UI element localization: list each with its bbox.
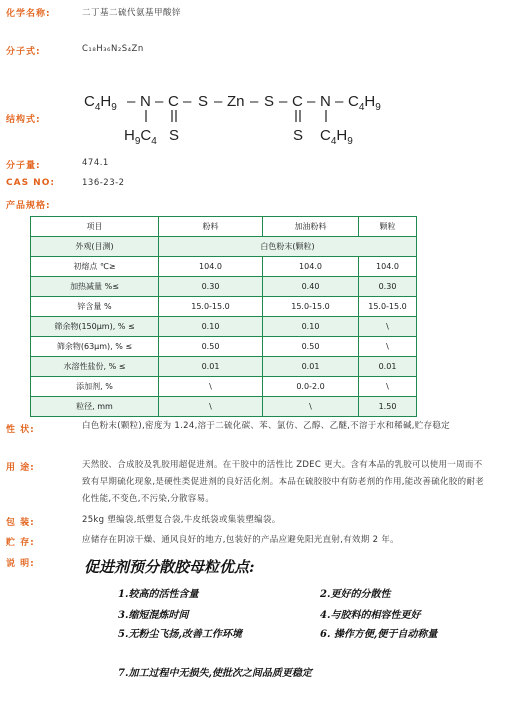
table-row (31, 337, 417, 357)
cell: 104.0 (159, 257, 263, 277)
table-row (31, 277, 417, 297)
use-text: 天然胶、合成胶及乳胶用超促进剂。在干胶中的活性比 ZDEC 更大。含有本品的乳胶可以使用一周而不致有早期硫化现象,是硬性类促进剂的良好活化剂。本品在硫胶胶中有防老剂的作用,能改善硫化胶的耐老化性能,不变色,不污染,分散容易。 (82, 460, 485, 504)
cell: \ (359, 317, 417, 337)
cell: 0.01 (159, 357, 263, 377)
advantage-1: 1.较高的活性含量 (118, 589, 199, 600)
advantage-6: 6. 操作方便,便于自动称量 (320, 629, 438, 640)
cell: \ (359, 377, 417, 397)
header-powder: 粉料 (159, 217, 263, 237)
svg-text:–: – (307, 93, 316, 110)
chem-name-label: 化学名称: (6, 9, 51, 19)
table-row (31, 257, 417, 277)
cell: 0.0-2.0 (263, 377, 359, 397)
mw-value: 474.1 (82, 158, 109, 168)
svg-text:–: – (335, 93, 344, 110)
advantage-5: 5.无粉尘飞扬,改善工作环境 (118, 629, 242, 640)
cas-value: 136-23-2 (82, 178, 125, 188)
cell: 锌含量 % (31, 297, 159, 317)
advantage-7: 7.加工过程中无损失,使批次之间品质更稳定 (118, 668, 312, 679)
cas-label: CAS NO: (6, 178, 55, 188)
atom-n-right: N (320, 93, 331, 110)
cell: 0.50 (159, 337, 263, 357)
structural-formula (80, 88, 410, 150)
table-row (31, 237, 417, 257)
cell: 0.40 (263, 277, 359, 297)
c4h9-lower-right: $C_4H_9$ (320, 127, 353, 147)
cell: 1.50 (359, 397, 417, 417)
svg-text:–: – (155, 93, 164, 110)
cell: 0.30 (159, 277, 263, 297)
advantages-title: 促进剂预分散胶母粒优点: (84, 558, 255, 576)
svg-text:–: – (183, 93, 192, 110)
appearance-label: 外观(目测) (31, 237, 159, 257)
props-label: 性 状: (6, 425, 35, 435)
store-label: 贮 存: (6, 538, 35, 548)
atom-n-left: N (140, 93, 151, 110)
table-row (31, 397, 417, 417)
svg-text:–: – (279, 93, 288, 110)
header-granule: 颗粒 (359, 217, 417, 237)
cell: 15.0-15.0 (359, 297, 417, 317)
spec-table (30, 216, 417, 417)
svg-text:–: – (250, 93, 259, 110)
cell: 筛余物(63μm), % ≤ (31, 337, 159, 357)
c4h9-left: $C_4H_9$ (84, 93, 117, 113)
advantage-2: 2.更好的分散性 (320, 589, 391, 600)
atom-c-right: C (292, 93, 303, 110)
chem-name-value: 二丁基二硫代氨基甲酸锌 (82, 8, 182, 18)
table-row (31, 377, 417, 397)
mw-label: 分子量: (6, 161, 41, 171)
cell: 0.50 (263, 337, 359, 357)
atom-zn: Zn (227, 93, 245, 110)
cell: 0.01 (263, 357, 359, 377)
advantage-3: 3.缩短混炼时间 (118, 610, 189, 621)
s-double-right: S (293, 127, 304, 144)
svg-text:–: – (127, 93, 136, 110)
pack-text: 25kg 塑编袋,纸塑复合袋,牛皮纸袋或集装塑编袋。 (82, 515, 281, 525)
table-row (31, 317, 417, 337)
note-label: 说 明: (6, 559, 35, 569)
atom-s-right: S (264, 93, 275, 110)
cell: \ (359, 337, 417, 357)
atom-s-left: S (198, 93, 209, 110)
cell: 0.10 (159, 317, 263, 337)
table-row (31, 297, 417, 317)
svg-text:–: – (214, 93, 223, 110)
cell: \ (159, 377, 263, 397)
c4h9-right: $C_4H_9$ (348, 93, 381, 113)
pack-label: 包 装: (6, 518, 35, 528)
header-oiled-powder: 加油粉料 (263, 217, 359, 237)
header-item: 项目 (31, 217, 159, 237)
s-double-left: S (169, 127, 180, 144)
cell: 筛余物(150μm), % ≤ (31, 317, 159, 337)
cell: \ (263, 397, 359, 417)
table-row (31, 357, 417, 377)
formula-value: C₁₈H₃₆N₂S₄Zn (82, 44, 144, 54)
cell: 水溶性盐份, % ≤ (31, 357, 159, 377)
cell: 0.01 (359, 357, 417, 377)
cell: 添加剂, % (31, 377, 159, 397)
store-text: 应储存在阴凉干燥、通风良好的地方,包装好的产品应避免阳光直射,有效期 2 年。 (82, 535, 399, 545)
cell: 104.0 (359, 257, 417, 277)
formula-label: 分子式: (6, 47, 41, 57)
appearance-value: 白色粉末(颗粒) (159, 237, 417, 257)
props-text: 白色粉末(颗粒),密度为 1.24,溶于二硫化碳、苯、氯仿、乙醇、乙醚,不溶于水和稀碱,贮存稳定 (82, 421, 450, 431)
cell: 0.30 (359, 277, 417, 297)
atom-c-left: C (168, 93, 179, 110)
cell: 104.0 (263, 257, 359, 277)
cell: \ (159, 397, 263, 417)
cell: 0.10 (263, 317, 359, 337)
cell: 15.0-15.0 (159, 297, 263, 317)
cell: 加热减量 %≤ (31, 277, 159, 297)
spec-label: 产品规格: (6, 201, 51, 211)
table-header-row (31, 217, 417, 237)
cell: 15.0-15.0 (263, 297, 359, 317)
advantage-4: 4.与胶料的相容性更好 (320, 610, 421, 621)
cell: 初熔点 ℃≥ (31, 257, 159, 277)
use-label: 用 途: (6, 463, 35, 473)
cell: 粒径, mm (31, 397, 159, 417)
h9c4-left: $H_9C_4$ (124, 127, 157, 147)
structure-label: 结构式: (6, 115, 41, 125)
